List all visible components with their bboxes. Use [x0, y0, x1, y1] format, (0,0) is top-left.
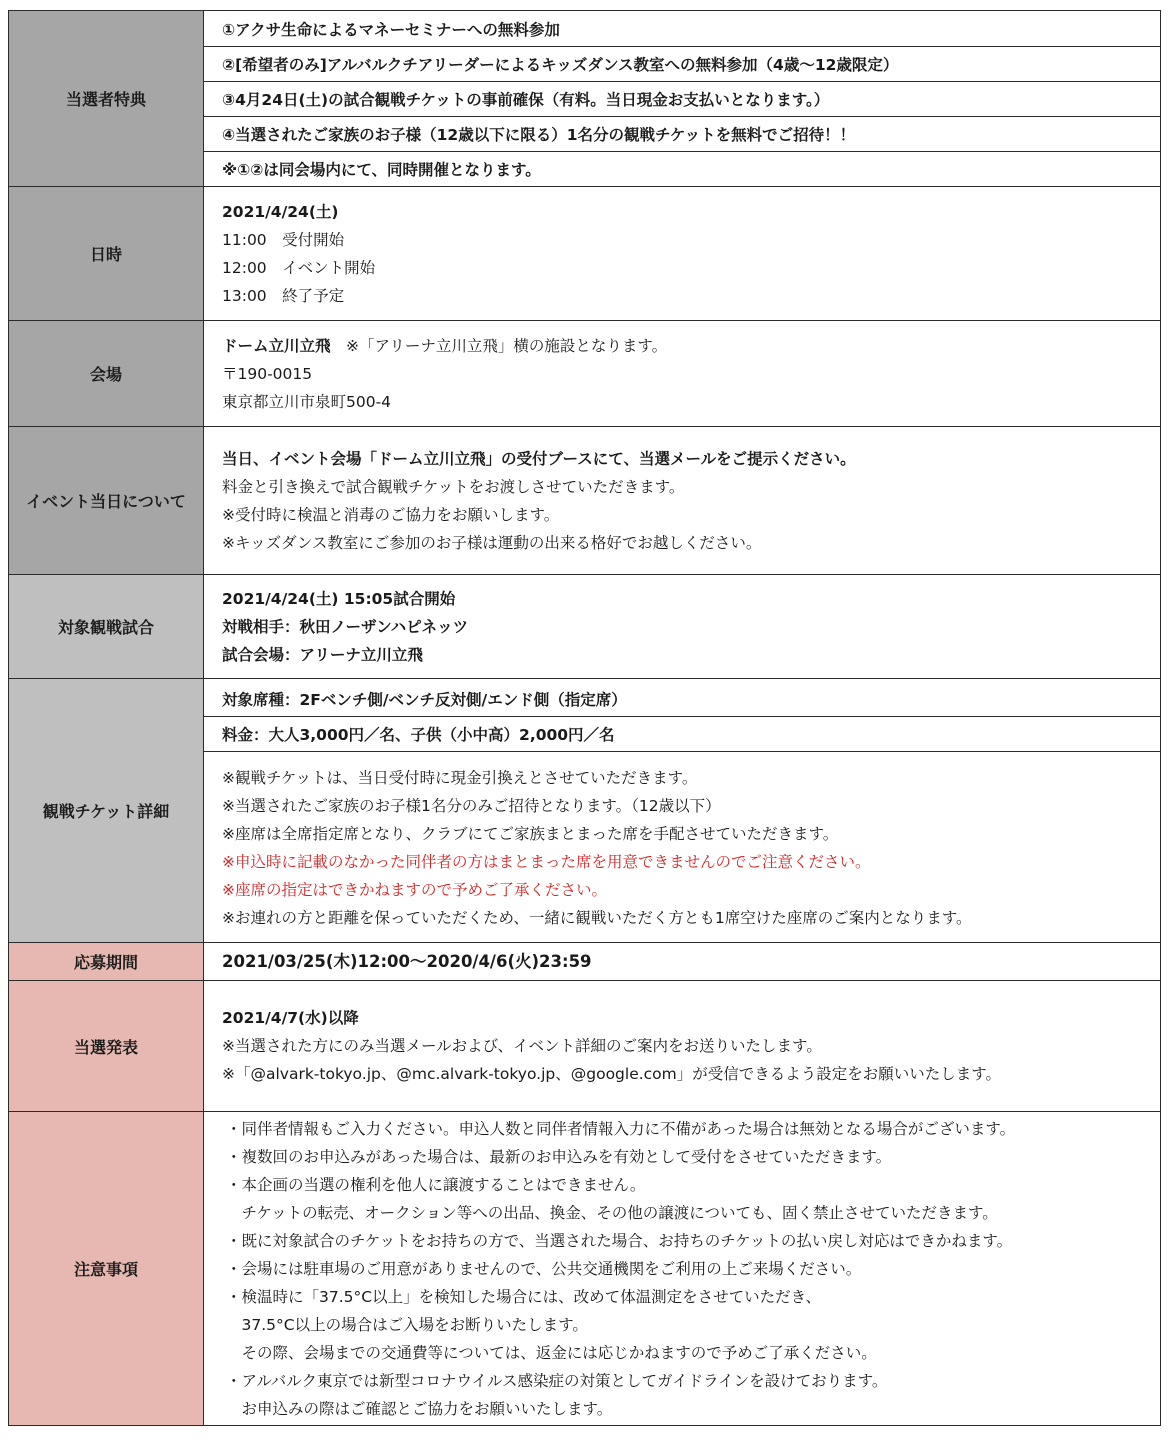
info-table-container	[8, 10, 1161, 1426]
benefit-item: ①アクサ生命によるマネーセミナーへの無料参加	[204, 12, 1160, 47]
caution-line: ・複数回のお申込みがあった場合は、最新のお申込みを有効として受付をさせていただきます。	[226, 1147, 892, 1166]
announcement-line: ※当選された方にのみ当選メールおよび、イベント詳細のご案内をお送りいたします。	[222, 1037, 822, 1055]
venue-content	[204, 321, 1161, 427]
announcement-content	[204, 981, 1161, 1112]
ticket-warning: ※申込時に記載のなかった同伴者の方はまとまった席を用意できませんのでご注意ください。	[222, 852, 871, 871]
game-line: 2021/4/24(土) 15:05試合開始	[222, 589, 456, 608]
caution-line: ・本企画の当選の権利を他人に譲渡することはできません。	[226, 1175, 646, 1194]
caution-line: チケットの転売、オークション等への出品、換金、その他の譲渡についても、固く禁止させていただきます。	[226, 1203, 998, 1222]
caution-line: お申込みの際はご確認とご協力をお願いいたします。	[226, 1399, 613, 1418]
ticket-note: ※お連れの方と距離を保っていただくため、一緒に観戦いただく方とも1席空けた座席のご案内となります。	[222, 908, 972, 927]
caution-line: ・アルバルク東京では新型コロナウイルス感染症の対策としてガイドラインを設けております。	[226, 1371, 888, 1390]
label-announcement: 当選発表	[9, 981, 204, 1112]
ticket-note: ※座席は全席指定席となり、クラブにてご家族まとまった席を手配させていただきます。	[222, 824, 839, 843]
schedule-line: 13:00 終了予定	[222, 286, 345, 305]
schedule-line: 11:00 受付開始	[222, 230, 345, 249]
row-benefits	[9, 11, 1161, 187]
label-benefits: 当選者特典	[9, 11, 204, 187]
event-day-content	[204, 427, 1161, 575]
ticket-price: 料金：大人3,000円／名、子供（小中高）2,000円／名	[204, 717, 1160, 752]
row-announcement	[9, 981, 1161, 1112]
caution-line: ・同伴者情報もご入力ください。申込人数と同伴者情報入力に不備があった場合は無効となる場合がございます。	[226, 1119, 1016, 1138]
announcement-line: ※「@alvark-tokyo.jp、@mc.alvark-tokyo.jp、@google.com」が受信できるよう設定をお願いいたします。	[222, 1065, 1002, 1083]
info-table	[8, 10, 1161, 1426]
caution-line: ・検温時に「37.5°C以上」を検知した場合には、改めて体温測定をさせていただき、	[226, 1287, 821, 1306]
seat-type: 対象席種：2Fベンチ側/ベンチ反対側/エンド側（指定席）	[204, 682, 1160, 717]
label-target-game: 対象観戦試合	[9, 575, 204, 679]
event-date: 2021/4/24(土)	[222, 202, 339, 221]
ticket-detail-content	[204, 679, 1161, 943]
schedule-line: 12:00 イベント開始	[222, 258, 376, 277]
label-venue: 会場	[9, 321, 204, 427]
row-venue	[9, 321, 1161, 427]
event-day-line: ※キッズダンス教室にご参加のお子様は運動の出来る格好でお越しください。	[222, 533, 762, 552]
venue-note: ※「アリーナ立川立飛」横の施設となります。	[330, 336, 668, 355]
benefits-content	[204, 11, 1161, 187]
label-notes: 注意事項	[9, 1112, 204, 1426]
row-notes	[9, 1112, 1161, 1426]
entry-period-content	[204, 943, 1161, 981]
row-event-day	[9, 427, 1161, 575]
game-line: 試合会場：アリーナ立川立飛	[222, 645, 423, 664]
notes-content	[204, 1112, 1161, 1426]
row-entry-period	[9, 943, 1161, 981]
label-event-day: イベント当日について	[9, 427, 204, 575]
target-game-content	[204, 575, 1161, 679]
game-line: 対戦相手：秋田ノーザンハピネッツ	[222, 617, 469, 636]
benefit-note: ※①②は同会場内にて、同時開催となります。	[222, 160, 541, 179]
caution-line: ・既に対象試合のチケットをお持ちの方で、当選された場合、お持ちのチケットの払い戻し対応はできかねます。	[226, 1231, 1013, 1250]
row-datetime	[9, 187, 1161, 321]
venue-name: ドーム立川立飛	[222, 336, 331, 355]
event-day-headline: 当日、イベント会場「ドーム立川立飛」の受付ブースにて、当選メールをご提示ください。	[222, 449, 856, 468]
caution-line: 37.5°C以上の場合はご入場をお断りいたします。	[226, 1315, 588, 1334]
entry-period-value: 2021/03/25(木)12:00〜2020/4/6(火)23:59	[222, 951, 592, 971]
ticket-note: ※観戦チケットは、当日受付時に現金引換えとさせていただきます。	[222, 768, 698, 787]
row-target-game	[9, 575, 1161, 679]
ticket-warning: ※座席の指定はできかねますので予めご了承ください。	[222, 880, 607, 899]
venue-address: 東京都立川市泉町500-4	[222, 392, 392, 411]
event-day-line: 料金と引き換えで試合観戦チケットをお渡しさせていただきます。	[222, 477, 685, 496]
label-ticket-detail: 観戦チケット詳細	[9, 679, 204, 943]
label-entry-period: 応募期間	[9, 943, 204, 981]
caution-line: その際、会場までの交通費等については、返金には応じかねますので予めご了承ください。	[226, 1343, 877, 1362]
ticket-note: ※当選されたご家族のお子様1名分のみご招待となります。（12歳以下）	[222, 796, 721, 815]
benefit-item: ③4月24日(土)の試合観戦チケットの事前確保（有料。当日現金お支払いとなります。）	[204, 82, 1160, 117]
announcement-date: 2021/4/7(水)以降	[222, 1009, 359, 1027]
benefit-item: ④当選されたご家族のお子様（12歳以下に限る）1名分の観戦チケットを無料でご招待！！	[204, 117, 1160, 152]
venue-postal: 〒190-0015	[222, 364, 313, 383]
label-datetime: 日時	[9, 187, 204, 321]
event-day-line: ※受付時に検温と消毒のご協力をお願いします。	[222, 505, 560, 524]
row-ticket-detail	[9, 679, 1161, 943]
caution-line: ・会場には駐車場のご用意がありませんので、公共交通機関をご利用の上ご来場ください。	[226, 1259, 862, 1278]
datetime-content	[204, 187, 1161, 321]
benefit-item: ②[希望者のみ]アルバルクチアリーダーによるキッズダンス教室への無料参加（4歳〜12歳限定）	[204, 47, 1160, 82]
